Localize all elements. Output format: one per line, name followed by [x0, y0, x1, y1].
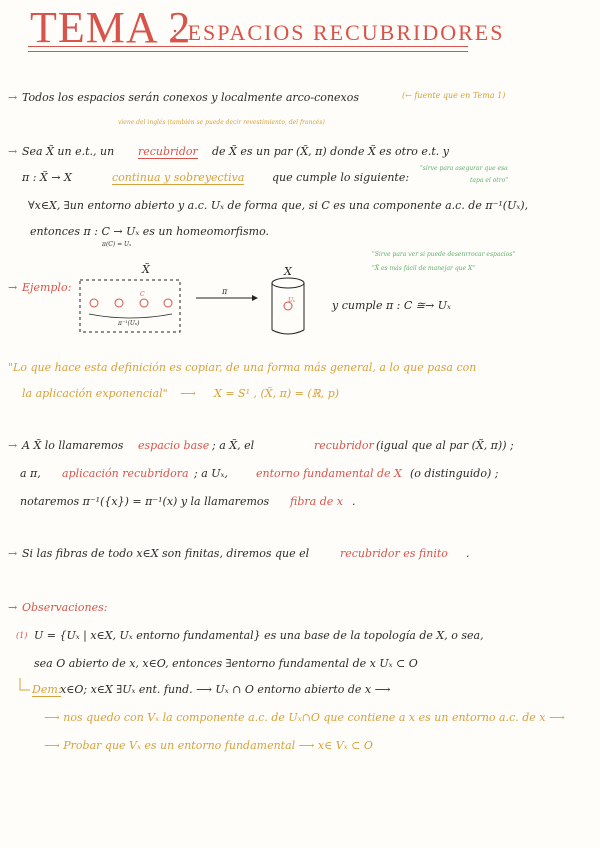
bullet-arrow-icon: →: [8, 547, 18, 560]
aplicacion-recubridora-term: aplicación recubridora: [62, 467, 189, 480]
naming-line2-a: a π,: [20, 467, 41, 480]
side-note-2: tapa el otro": [470, 177, 508, 184]
recubridor-finito-term: recubridor es finito: [340, 547, 448, 560]
def-line4: entonces π : C → Uₓ es un homeomorfismo.: [30, 225, 269, 238]
finite-text-a: Si las fibras de todo x∈X son finitas, diremos que el: [22, 547, 310, 560]
recubridor-term: recubridor: [314, 439, 374, 452]
naming-line3-a: notaremos π⁻¹({x}) = π⁻¹(x) y la llamaremos: [20, 495, 270, 508]
def-line2-b: que cumple lo siguiente:: [272, 171, 410, 184]
bullet-arrow-icon: →: [8, 601, 18, 614]
quote-line1: "Lo que hace esta definición es copiar, de una forma más general, a lo que pasa con: [8, 361, 477, 374]
margin-note: viene del inglés (también se puede decir revestimiento, del francés): [118, 119, 325, 126]
intro-note: (← fuente que en Tema 1): [402, 91, 506, 100]
quote-line2: la aplicación exponencial": [22, 387, 168, 400]
dem-line1: x∈O; x∈X ∃Uₓ ent. fund. ⟶ Uₓ ∩ O entorno abierto de x ⟶: [60, 683, 391, 696]
dem-line3: ⟶ Probar que Vₓ es un entorno fundamental ⟶ x∈ Vₓ ⊂ O: [44, 739, 373, 752]
def-continua-sobreyectiva: continua y sobreyectiva: [112, 171, 245, 184]
observaciones-title: Observaciones:: [22, 601, 108, 614]
naming-line1-a: A X̃ lo llamaremos: [22, 439, 124, 452]
green-note-2: "X̃ es más fácil de manejar que X": [372, 265, 476, 272]
bullet-arrow-icon: →: [8, 91, 18, 104]
example-label: Ejemplo:: [22, 281, 72, 294]
naming-line1-c: (igual que al par (X̃, π)) ;: [376, 439, 514, 452]
obs-item1-number: (1): [16, 631, 28, 640]
bullet-arrow-icon: →: [8, 145, 18, 158]
obs-item1-a: U = {Uₓ | x∈X, Uₓ entorno fundamental} es una base de la topología de X, o sea,: [34, 629, 484, 642]
def-recubridor-term: recubridor: [138, 145, 198, 158]
intro-text: Todos los espacios serán conexos y localmente arco-conexos: [22, 91, 359, 104]
def-line3: ∀x∈X, ∃un entorno abierto y a.c. Uₓ de forma que, si C es una componente a.c. de π⁻¹(Uₓ),: [28, 199, 529, 212]
naming-line2-c: (o distinguido) ;: [410, 467, 499, 480]
espacio-base-term: espacio base: [138, 439, 210, 452]
side-note-1: "sirve para asegurar que esa: [420, 165, 508, 172]
entorno-fundamental-term: entorno fundamental de X: [256, 467, 402, 480]
naming-line2-b: ; a Uₓ,: [194, 467, 228, 480]
quote-arrow-text: X = S¹ , (X̃, π) = (ℝ, p): [214, 387, 340, 400]
fibra-term: fibra de x: [290, 495, 343, 508]
quote-arrow-icon: ⟶: [180, 387, 196, 400]
example-xtilde-label: X̃: [142, 263, 150, 276]
dem-line2: ⟶ nos quedo con Vₓ la componente a.c. de Uₓ∩O que contiene a x es un entorno a.c. de x ⟶: [44, 711, 565, 724]
obs-item1-b: sea O abierto de x, x∈O, entonces ∃entorno fundamental de x Uₓ ⊂ O: [34, 657, 418, 670]
def-line2-a: π : X̃ → X: [22, 171, 72, 184]
example-ux-label: Uₓ: [288, 297, 296, 304]
green-note-1: "Sirve para ver si puede desenrrocar espacios": [372, 251, 516, 258]
finite-text-b: .: [466, 547, 470, 560]
dem-label: Dem:: [32, 683, 62, 696]
page-subtitle: : ESPACIOS RECUBRIDORES: [172, 20, 505, 45]
example-text: y cumple π : C ≅→ Uₓ: [332, 299, 451, 312]
example-x-label: X: [284, 265, 292, 278]
example-c-label: C: [140, 291, 145, 298]
def-small-note: π(C) = Uₓ: [102, 241, 132, 248]
example-pi-label: π: [222, 287, 228, 296]
naming-line1-b: ; a X̃, el: [212, 439, 255, 452]
def-line1-a: Sea X̃ un e.t., un: [22, 145, 115, 158]
page-title: TEMA 2: [30, 3, 192, 52]
naming-line3-b: .: [352, 495, 356, 508]
bullet-arrow-icon: →: [8, 439, 18, 452]
bullet-arrow-icon: →: [8, 281, 18, 294]
example-brace-label: π⁻¹(Uₓ): [118, 320, 140, 327]
def-line1-b: de X̃ es un par (X̃, π) donde X̃ es otro e.t. y: [212, 145, 450, 158]
